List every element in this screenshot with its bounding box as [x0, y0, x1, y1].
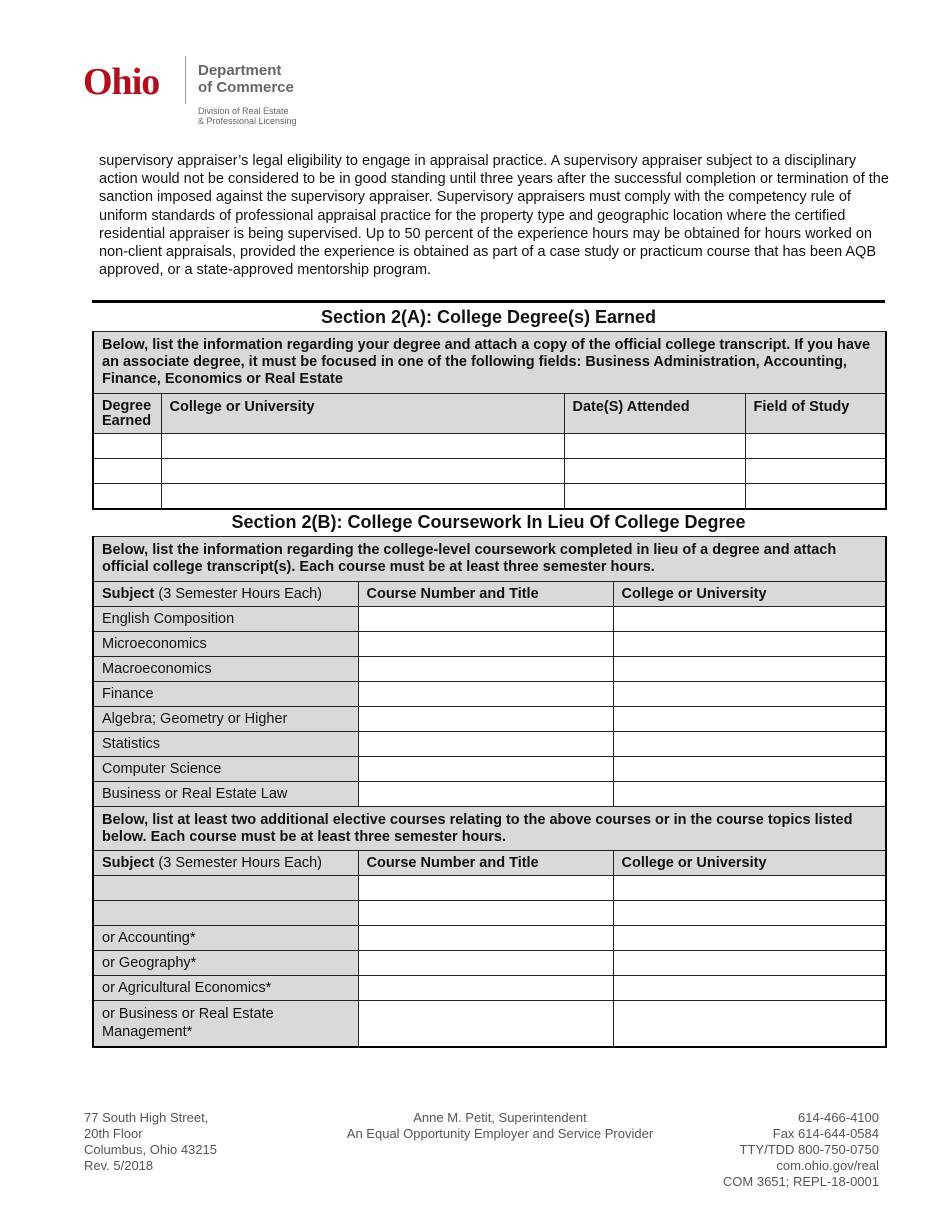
college-cell[interactable] [613, 926, 886, 951]
footer-address-line: 77 South High Street, [84, 1110, 209, 1125]
elective-subject-label: or Accounting* [93, 926, 358, 951]
college-cell[interactable] [613, 976, 886, 1001]
header-course: Course Number and Title [358, 851, 613, 876]
footer-superintendent: Anne M. Petit, Superintendent [413, 1110, 587, 1125]
college-cell[interactable] [613, 876, 886, 901]
logo-department [198, 62, 294, 96]
elective-row [93, 876, 886, 901]
header-dates-attended: Date(S) Attended [564, 394, 745, 434]
logo-division-line2: & Professional Licensing [198, 116, 297, 126]
course-cell[interactable] [358, 732, 613, 757]
subject-label: Computer Science [93, 757, 358, 782]
college-cell[interactable] [161, 484, 564, 509]
degree-row [93, 434, 886, 459]
college-cell[interactable] [161, 434, 564, 459]
college-cell[interactable] [161, 459, 564, 484]
degree-cell[interactable] [93, 434, 161, 459]
footer-eoe-statement: An Equal Opportunity Employer and Service Provider [346, 1126, 654, 1141]
subject-row [93, 682, 886, 707]
elective-subject-label: or Business or Real Estate Management* [93, 1001, 358, 1047]
course-cell[interactable] [358, 632, 613, 657]
header-subject-rest: (3 Semester Hours Each) [154, 586, 322, 602]
section-2a-instructions: Below, list the information regarding your degree and attach a copy of the official college transcript. If you have an associate degree, it must be focused in one of the following fields: Business Administration, Accounting, Finance, Economics or Real Estate [93, 332, 886, 394]
subject-label: Statistics [93, 732, 358, 757]
subject-row [93, 707, 886, 732]
college-cell[interactable] [613, 607, 886, 632]
degree-cell[interactable] [93, 484, 161, 509]
header-subject-bold: Subject [102, 586, 155, 602]
logo-division [198, 106, 297, 126]
footer-address-line: 20th Floor [84, 1126, 143, 1141]
section-2b-instructions: Below, list the information regarding the college-level coursework completed in lieu of a degree and attach official college transcript(s). Each course must be at least three semester hours. [93, 537, 886, 582]
course-cell[interactable] [358, 876, 613, 901]
field-cell[interactable] [745, 484, 886, 509]
college-cell[interactable] [613, 782, 886, 807]
degree-cell[interactable] [93, 459, 161, 484]
elective-instructions: Below, list at least two additional elective courses relating to the above courses or in the course topics listed below. Each course must be at least three semester hours. [93, 807, 886, 851]
footer-fax: Fax 614-644-0584 [772, 1126, 879, 1141]
logo-division-line1: Division of Real Estate [198, 106, 289, 116]
college-cell[interactable] [613, 632, 886, 657]
subject-label: Business or Real Estate Law [93, 782, 358, 807]
header-subject [93, 582, 358, 607]
dates-cell[interactable] [564, 434, 745, 459]
logo-divider [185, 56, 186, 104]
subject-label: Finance [93, 682, 358, 707]
subject-label: Microeconomics [93, 632, 358, 657]
course-cell[interactable] [358, 707, 613, 732]
college-cell[interactable] [613, 951, 886, 976]
course-cell[interactable] [358, 607, 613, 632]
course-cell[interactable] [358, 976, 613, 1001]
course-cell[interactable] [358, 901, 613, 926]
header-course: Course Number and Title [358, 582, 613, 607]
course-cell[interactable] [358, 657, 613, 682]
elective-subject-cell[interactable] [93, 876, 358, 901]
footer-address [84, 1110, 217, 1174]
footer-tty: TTY/TDD 800-750-0750 [739, 1142, 879, 1157]
footer-website: com.ohio.gov/real [776, 1158, 879, 1173]
header-college: College or University [613, 582, 886, 607]
elective-row [93, 901, 886, 926]
logo-ohio-wordmark: Ohio [83, 61, 160, 103]
course-cell[interactable] [358, 782, 613, 807]
subject-label: English Composition [93, 607, 358, 632]
header-subject [93, 851, 358, 876]
elective-row [93, 976, 886, 1001]
degree-table [92, 331, 887, 510]
course-cell[interactable] [358, 682, 613, 707]
subject-row [93, 732, 886, 757]
dates-cell[interactable] [564, 459, 745, 484]
section-divider [92, 300, 885, 303]
subject-row [93, 782, 886, 807]
subject-label: Algebra; Geometry or Higher [93, 707, 358, 732]
course-cell[interactable] [358, 926, 613, 951]
course-cell[interactable] [358, 757, 613, 782]
elective-row [93, 1001, 886, 1047]
elective-subject-cell[interactable] [93, 901, 358, 926]
college-cell[interactable] [613, 901, 886, 926]
subject-row [93, 607, 886, 632]
college-cell[interactable] [613, 682, 886, 707]
college-cell[interactable] [613, 732, 886, 757]
course-cell[interactable] [358, 1001, 613, 1047]
section-2a-title: Section 2(A): College Degree(s) Earned [320, 307, 657, 327]
footer-form-number: COM 3651; REPL-18-0001 [722, 1174, 879, 1189]
subject-row [93, 657, 886, 682]
dates-cell[interactable] [564, 484, 745, 509]
college-cell[interactable] [613, 657, 886, 682]
course-cell[interactable] [358, 951, 613, 976]
coursework-table [92, 536, 887, 1048]
logo-dept-line1: Department [198, 62, 282, 79]
logo-dept-line2: of Commerce [198, 79, 294, 96]
college-cell[interactable] [613, 707, 886, 732]
field-cell[interactable] [745, 434, 886, 459]
elective-row [93, 951, 886, 976]
section-2b-title: Section 2(B): College Coursework In Lieu Of College Degree [231, 512, 746, 532]
footer-contact [723, 1110, 879, 1190]
footer-center [300, 1110, 700, 1142]
degree-row [93, 484, 886, 509]
college-cell[interactable] [613, 757, 886, 782]
subject-label: Macroeconomics [93, 657, 358, 682]
header-subject-rest: (3 Semester Hours Each) [154, 855, 322, 871]
header-college-university: College or University [161, 394, 564, 434]
footer-address-line: Columbus, Ohio 43215 [84, 1142, 217, 1157]
field-cell[interactable] [745, 459, 886, 484]
header-subject-bold: Subject [102, 855, 155, 871]
elective-row [93, 926, 886, 951]
header-field-of-study: Field of Study [745, 394, 886, 434]
college-cell[interactable] [613, 1001, 886, 1047]
header-degree-earned: Degree Earned [93, 394, 161, 434]
intro-paragraph: supervisory appraiser’s legal eligibility to engage in appraisal practice. A supervisory appraiser subject to a disciplinary action would not be considered to be in good standing until three years after the successful completion or termination of the sanction imposed against the supervisory appraiser. Supervisory appraisers must comply with the competency rule of uniform standards of professional appraisal practice for the property type and geographic location where the certified residential appraiser is being supervised. Up to 50 percent of the experience hours may be obtained for hours worked on non-client appraisals, provided the experience is obtained as part of a case study or practicum course that has been AQB approved, or a state-approved mentorship program. [99, 153, 889, 279]
footer-revision: Rev. 5/2018 [84, 1158, 154, 1173]
subject-row [93, 632, 886, 657]
degree-row [93, 459, 886, 484]
header-college: College or University [613, 851, 886, 876]
subject-row [93, 757, 886, 782]
elective-subject-label: or Agricultural Economics* [93, 976, 358, 1001]
footer-phone: 614-466-4100 [798, 1110, 879, 1125]
elective-subject-label: or Geography* [93, 951, 358, 976]
